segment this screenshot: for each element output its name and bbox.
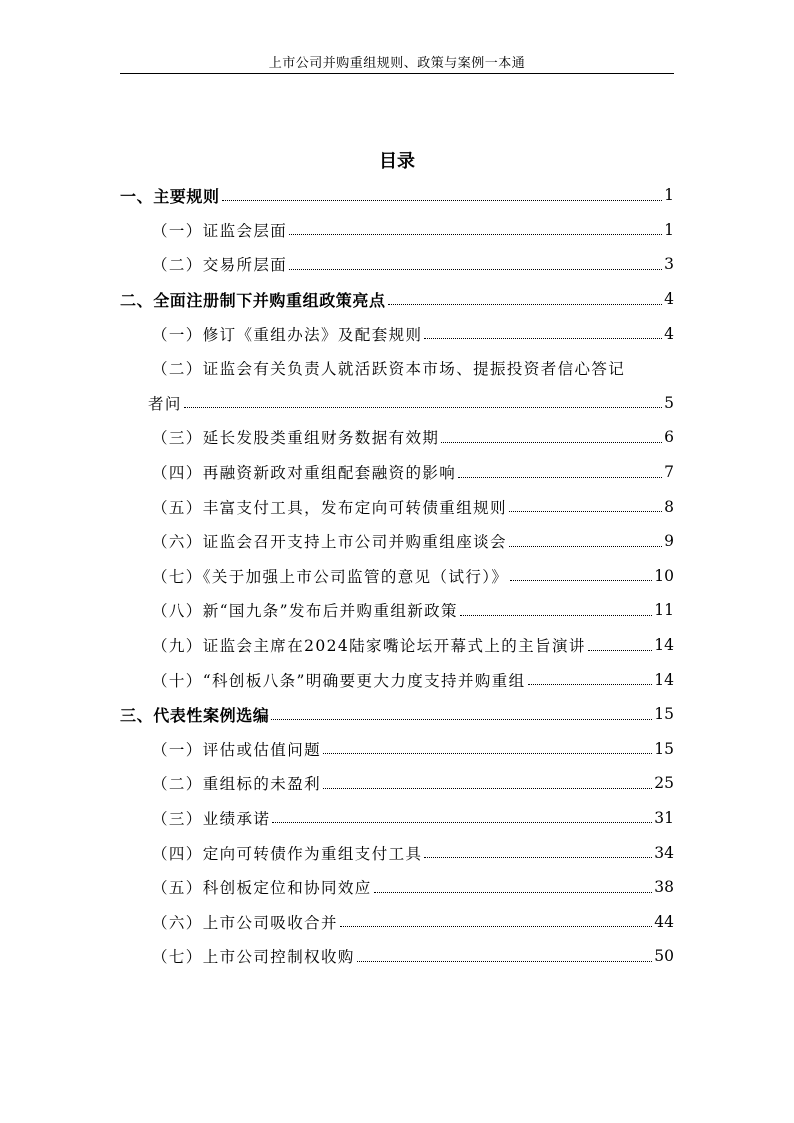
toc-entry[interactable] [120, 351, 674, 386]
toc-entry-label: （六）上市公司吸收合并 [152, 913, 338, 932]
toc-leader-dots [357, 961, 652, 962]
toc-entry[interactable] [120, 420, 674, 455]
toc-entry[interactable] [120, 939, 674, 974]
toc-page-number: 6 [664, 428, 674, 447]
toc-entry[interactable] [120, 593, 674, 628]
toc-entry-label: （三）延长发股类重组财务数据有效期 [152, 429, 440, 448]
toc-leader-dots [323, 753, 652, 754]
toc-entry[interactable] [120, 835, 674, 870]
toc-leader-dots [441, 442, 662, 443]
toc-leader-dots [388, 304, 663, 305]
toc-entry[interactable] [120, 213, 674, 248]
toc-entry-label: （五）丰富支付工具，发布定向可转债重组规则 [152, 498, 507, 517]
toc-entry-label: （三）业绩承诺 [152, 809, 271, 828]
toc-entry-label: 者问 [148, 394, 182, 413]
toc-leader-dots [272, 822, 652, 823]
toc-leader-dots [289, 234, 662, 235]
toc-leader-dots [458, 477, 662, 478]
toc-leader-dots [271, 719, 652, 720]
toc-page-number: 31 [654, 808, 674, 827]
toc-page-number: 8 [664, 497, 674, 516]
toc-page-number: 38 [654, 878, 674, 897]
toc-leader-dots [340, 926, 652, 927]
toc-entry-label: （五）科创板定位和协同效应 [152, 879, 372, 898]
toc-entry[interactable] [120, 316, 674, 351]
toc-entry-label: （四）再融资新政对重组配套融资的影响 [152, 464, 457, 483]
toc-leader-dots [323, 788, 652, 789]
toc-leader-dots [184, 407, 662, 408]
toc-entry[interactable] [120, 662, 674, 697]
toc-entry-label: （七）《关于加强上市公司监管的意见（试行）》 [152, 567, 509, 586]
table-of-contents [120, 178, 674, 974]
toc-entry-label: （七）上市公司控制权收购 [152, 948, 355, 967]
toc-entry-label: （八）新“国九条”发布后并购重组新政策 [152, 602, 458, 621]
toc-entry-label: （二）重组标的未盈利 [152, 775, 322, 794]
toc-page-number: 50 [654, 947, 674, 966]
toc-entry[interactable] [120, 455, 674, 490]
toc-entry[interactable] [120, 247, 674, 282]
toc-page-number: 5 [664, 393, 674, 412]
toc-entry[interactable] [120, 870, 674, 905]
toc-page-number: 9 [664, 532, 674, 551]
toc-page-number: 15 [654, 739, 674, 758]
toc-page-number: 25 [654, 774, 674, 793]
toc-entry-label: （四）定向可转债作为重组支付工具 [152, 844, 423, 863]
toc-section-entry[interactable] [120, 697, 674, 732]
toc-section-entry[interactable] [120, 178, 674, 213]
toc-leader-dots [374, 892, 653, 893]
toc-entry[interactable] [120, 801, 674, 836]
toc-entry[interactable] [120, 524, 674, 559]
toc-entry-label: 一、主要规则 [120, 186, 220, 206]
toc-leader-dots [460, 615, 652, 616]
header-rule [120, 73, 674, 74]
toc-leader-dots [509, 546, 662, 547]
toc-page-number: 44 [654, 912, 674, 931]
toc-leader-dots [509, 511, 662, 512]
toc-leader-dots [528, 684, 653, 685]
toc-page-number: 3 [664, 255, 674, 274]
toc-page-number: 7 [664, 463, 674, 482]
toc-entry-label: （一）评估或估值问题 [152, 740, 322, 759]
toc-page-number: 4 [664, 324, 674, 343]
toc-entry-label: （一）证监会层面 [152, 221, 288, 240]
toc-leader-dots [222, 200, 663, 201]
toc-entry-label: （一）修订《重组办法》及配套规则 [152, 325, 423, 344]
toc-title: 目录 [379, 151, 415, 172]
toc-page-number: 1 [664, 220, 674, 239]
toc-leader-dots [510, 580, 652, 581]
toc-entry-label: （二）证监会有关负责人就活跃资本市场、提振投资者信心答记 [152, 360, 626, 379]
toc-entry-label: 二、全面注册制下并购重组政策亮点 [120, 290, 386, 310]
toc-page-number: 15 [654, 705, 674, 724]
toc-leader-dots [424, 857, 652, 858]
toc-entry[interactable] [120, 489, 674, 524]
toc-entry[interactable] [120, 628, 674, 663]
toc-entry-label: （二）交易所层面 [152, 256, 288, 275]
toc-entry[interactable] [120, 766, 674, 801]
toc-page-number: 4 [664, 290, 674, 309]
toc-page-number: 14 [654, 636, 674, 655]
toc-entry-label: 三、代表性案例选编 [120, 705, 270, 725]
toc-page-number: 34 [654, 843, 674, 862]
toc-entry-label: （十）“科创板八条”明确要更大力度支持并购重组 [152, 671, 526, 690]
toc-page-number: 14 [654, 670, 674, 689]
toc-section-entry[interactable] [120, 282, 674, 317]
toc-entry[interactable] [120, 386, 674, 421]
toc-entry[interactable] [120, 904, 674, 939]
toc-entry[interactable] [120, 732, 674, 767]
toc-page-number: 11 [654, 601, 674, 620]
toc-entry-label: （九）证监会主席在2024陆家嘴论坛开幕式上的主旨演讲 [152, 637, 586, 656]
toc-leader-dots [588, 650, 653, 651]
toc-page-number: 10 [654, 566, 674, 585]
page-header: 上市公司并购重组规则、政策与案例一本通 [268, 56, 526, 71]
toc-entry-label: （六）证监会召开支持上市公司并购重组座谈会 [152, 533, 507, 552]
toc-entry[interactable] [120, 559, 674, 594]
toc-leader-dots [289, 269, 662, 270]
toc-page-number: 1 [664, 186, 674, 205]
toc-leader-dots [424, 338, 662, 339]
